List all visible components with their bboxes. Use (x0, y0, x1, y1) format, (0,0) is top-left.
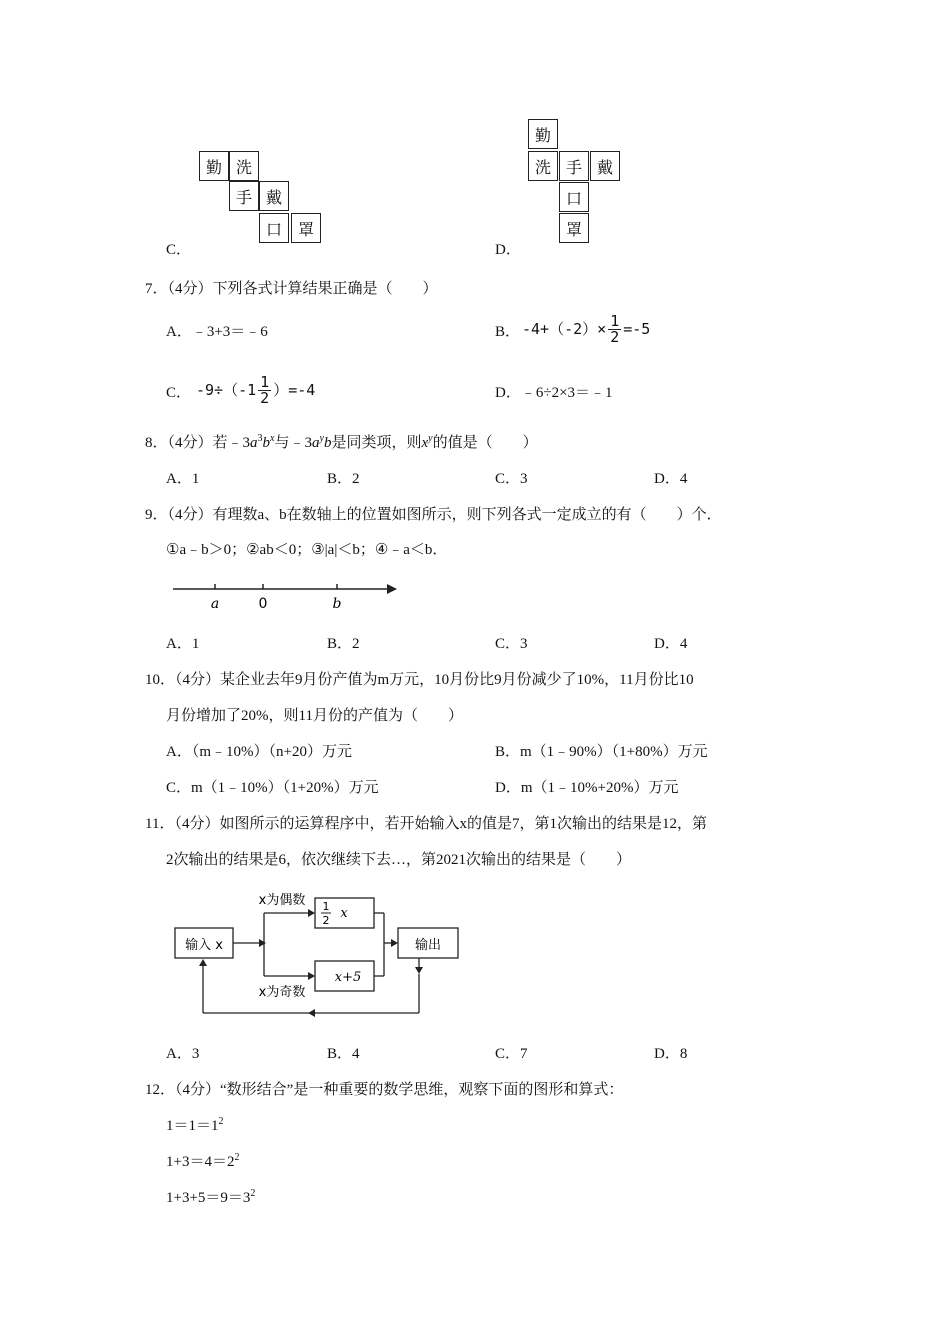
q7-c-den: 2 (260, 389, 270, 407)
q7-c-expression (196, 375, 315, 406)
q8-stem-pre: 8．（4分）若﹣3 (145, 435, 251, 451)
q10-option-b: B．m（1﹣90%）（1+80%）万元 (495, 744, 708, 760)
net-c-cell-4: 戴 (259, 181, 289, 211)
q8-stem-mid2: 是同类项，则 (331, 435, 422, 451)
q9-number-line (170, 578, 400, 612)
q8-option-a: A．1 (166, 471, 200, 487)
flow-arrowhead-loop-left (308, 1009, 315, 1017)
q7-b-post: =-5 (623, 320, 651, 338)
flow-odd-label: x为奇数 (258, 985, 306, 1000)
net-d-label: D． (495, 242, 521, 258)
flow-arrowhead-split (259, 939, 266, 947)
q7-c-num: 1 (260, 373, 270, 391)
flow-plus-text: x+5 (334, 970, 362, 985)
flow-half-num: 1 (322, 900, 330, 913)
q7-option-c (166, 383, 191, 403)
q7-b-expression (522, 314, 650, 345)
net-d-cell-3: 手 (559, 151, 589, 181)
q12-eq2-text: 1+3＝4＝2 (166, 1154, 235, 1170)
q12-stem: 12．（4分）“数形结合”是一种重要的数学思维，观察下面的图形和算式： (145, 1082, 624, 1098)
q7-c-pre: -9÷（-1 (196, 381, 257, 399)
flow-arrowhead-loop-down (415, 967, 423, 974)
q9-label-0: 0 (258, 596, 268, 612)
q7-b-pre: -4+（-2）× (522, 320, 607, 338)
q9-option-d: D．4 (654, 636, 688, 652)
net-d-cell-6: 罩 (559, 213, 589, 243)
q12-eq1 (166, 1116, 224, 1136)
q8-stem-post: 的值是（ ） (432, 435, 538, 451)
q7-a-label: A． (166, 324, 192, 340)
net-d-cell-5: 口 (559, 182, 589, 212)
q9-stem: 9．（4分）有理数a、b在数轴上的位置如图所示，则下列各式一定成立的有（ ）个． (145, 507, 722, 523)
q9-label-b: b (332, 596, 342, 612)
q8-option-b: B．2 (327, 471, 360, 487)
q7-option-d (495, 383, 613, 403)
net-c-cell-5: 口 (259, 213, 289, 243)
q12-eq3-exp: 2 (250, 1188, 256, 1199)
q11-option-b: B．4 (327, 1046, 360, 1062)
q7-c-label: C． (166, 385, 192, 401)
q12-eq3-text: 1+3+5＝9＝3 (166, 1190, 251, 1206)
net-d-cell-4: 戴 (590, 151, 620, 181)
q9-label-a: a (210, 596, 220, 612)
q11-option-d: D．8 (654, 1046, 688, 1062)
flow-half-den: 2 (322, 914, 330, 927)
q7-d-text: ﹣6÷2×3＝﹣1 (520, 385, 613, 401)
q8-stem: 8．（4分）若$﹣3a^3b^x$与$﹣3a^yb$是同类项，则$x^y$的值是（ ） (145, 433, 538, 451)
q10-line2: 月份增加了20%，则11月份的产值为（ ） (166, 708, 463, 724)
net-d-cell-2: 洗 (528, 151, 558, 181)
q11-flowchart (170, 888, 470, 1023)
q8-option-d: D．4 (654, 471, 688, 487)
net-c-cell-3: 手 (229, 181, 259, 211)
q8-option-c: C．3 (495, 471, 528, 487)
q7-option-a (166, 322, 268, 342)
q12-eq3 (166, 1188, 255, 1208)
q7-option-b (495, 322, 520, 342)
q7-stem: 7．（4分）下列各式计算结果正确是（ ） (145, 281, 438, 297)
flow-arrowhead-loop-up (199, 959, 207, 966)
q11-option-c: C．7 (495, 1046, 528, 1062)
q7-b-fraction (608, 314, 621, 345)
q9-option-b: B．2 (327, 636, 360, 652)
q12-eq1-text: 1＝1＝1 (166, 1118, 219, 1134)
q7-b-label: B． (495, 324, 521, 340)
flow-even-label: x为偶数 (258, 893, 306, 908)
q10-option-a: A．（m﹣10%）（n+20）万元 (166, 744, 352, 760)
flow-arrowhead-bottom (308, 972, 315, 980)
net-c-cell-6: 罩 (291, 213, 321, 243)
q12-eq1-exp: 2 (218, 1116, 224, 1127)
q7-c-fraction (258, 375, 271, 406)
flow-half-var: x (340, 906, 348, 921)
q7-b-den: 2 (610, 328, 620, 346)
q11-line1: 11．（4分）如图所示的运算程序中，若开始输入x的值是7，第1次输出的结果是12，第 (145, 816, 707, 832)
q10-option-c: C．m（1﹣10%）（1+20%）万元 (166, 780, 379, 796)
flow-input-text: 输入 x (185, 938, 223, 953)
net-d-cell-1: 勤 (528, 119, 558, 149)
net-c-label: C． (166, 242, 192, 258)
flow-output-text: 输出 (414, 938, 442, 953)
q9-option-a: A．1 (166, 636, 200, 652)
q12-eq2 (166, 1152, 239, 1172)
q9-items: ①a﹣b＞0；②ab＜0；③|a|＜b；④﹣a＜b． (166, 542, 448, 558)
q9-axis-arrow (387, 584, 397, 594)
q10-line1: 10．（4分）某企业去年9月份产值为m万元，10月份比9月份减少了10%，11月份比10 (145, 672, 694, 688)
net-c-cell-1: 勤 (199, 151, 229, 181)
q11-line2: 2次输出的结果是6，依次继续下去…，第2021次输出的结果是（ ） (166, 852, 632, 868)
q7-b-num: 1 (610, 312, 620, 330)
flow-arrowhead-top (308, 909, 315, 917)
q8-stem-mid1: 与﹣3 (274, 435, 312, 451)
q7-d-label: D． (495, 385, 521, 401)
q11-option-a: A．3 (166, 1046, 200, 1062)
q9-option-c: C．3 (495, 636, 528, 652)
q7-c-post: ）=-4 (273, 381, 316, 399)
q12-eq2-exp: 2 (234, 1152, 240, 1163)
q7-a-text: ﹣3+3＝﹣6 (191, 324, 268, 340)
flow-arrowhead-output (391, 939, 398, 947)
net-c-cell-2: 洗 (229, 151, 259, 181)
q10-option-d: D．m（1﹣10%+20%）万元 (495, 780, 679, 796)
